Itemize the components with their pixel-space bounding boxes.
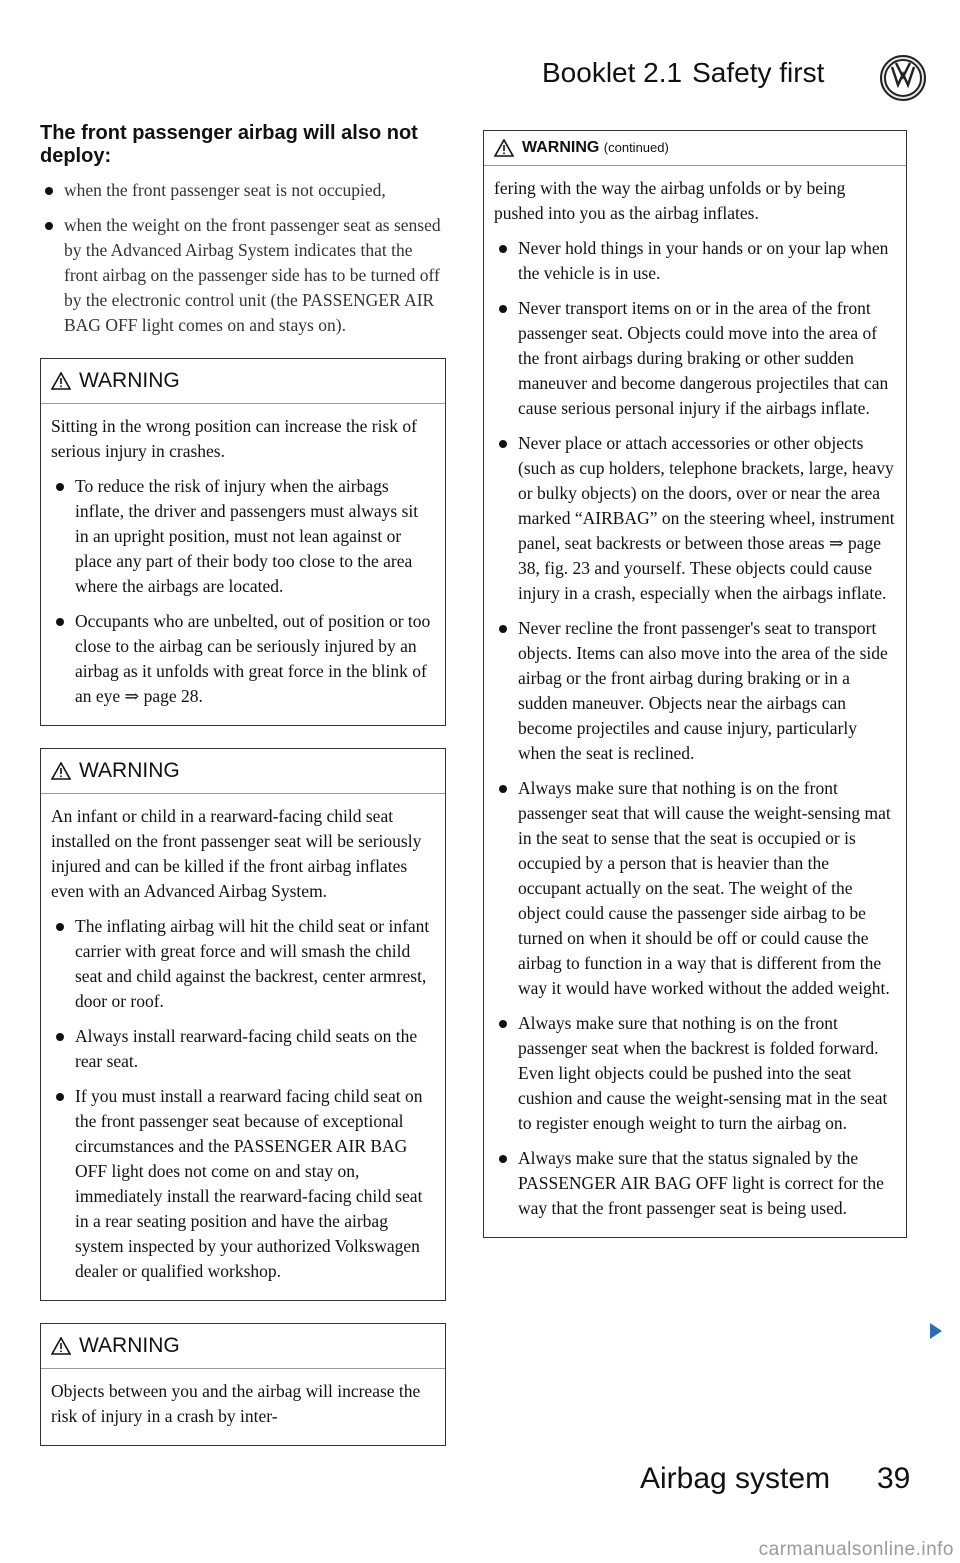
list-item: Always make sure that the status signaled by the PASSENGER AIR BAG OFF light is correct for the way that the front passenger seat is being used. [494,1146,896,1221]
warning-list [51,914,435,1284]
warning-list [494,236,896,1221]
warning-body [484,166,906,1237]
warning-header [41,1324,445,1369]
deploy-conditions-list [40,178,446,338]
warning-triangle-icon [51,1337,71,1355]
warning-triangle-icon [51,372,71,390]
warning-box-objects [40,1323,446,1446]
list-item: The inflating airbag will hit the child seat or infant carrier with great force and will smash the child seat and child against the backrest, center armrest, door or roof. [51,914,435,1014]
list-item: Always make sure that nothing is on the front passenger seat when the backrest is folded forward. Even light objects could be pushed into the seat cushion and cause the weight-sensing mat in the seat to register enough weight to turn the airbag on. [494,1011,896,1136]
header-title [542,57,824,89]
continued-label: (continued) [603,140,669,155]
right-column [483,130,907,1238]
warning-label: WARNING [79,1334,180,1357]
list-item: To reduce the risk of injury when the airbags inflate, the driver and passengers must always sit in an upright position, must not lean against or place any part of their body too close to the area where the airbags are located. [51,474,435,599]
watermark: carmanualsonline.info [758,1539,954,1560]
warning-intro: Objects between you and the airbag will increase the risk of injury in a crash by inter- [51,1381,421,1426]
list-item: Never recline the front passenger's seat to transport objects. Items can also move into the area of the side airbag or the front airbag during braking or in a sudden maneuver. Objects near the airbags can become projectiles and cause injury, particularly when the seat is reclined. [494,616,896,766]
warning-box-continued [483,130,907,1238]
list-item: Never place or attach accessories or other objects (such as cup holders, telephone brackets, large, heavy or bulky objects) on the doors, over or near the area marked “AIRBAG” on the steering wheel, instrument panel, seat backrests or between those areas ⇒ page 38, fig. 23 and yourself. These objects could cause injury in a crash, especially when the airbags inflate. [494,431,896,606]
list-item: If you must install a rearward facing child seat on the front passenger seat because of exceptional circumstances and the PASSENGER AIR BAG OFF light does not come on and stay on, immediately install the rearward-facing child seat in a rear seating position and have the airbag system inspected by your authorized Volkswagen dealer or qualified workshop. [51,1084,435,1284]
warning-header [484,131,906,166]
list-item: when the front passenger seat is not occupied, [40,178,446,203]
warning-triangle-icon [51,762,71,780]
warning-header [41,359,445,404]
list-item: Never transport items on or in the area of the front passenger seat. Objects could move into the area of the front airbags during braking or other sudden maneuver and become dangerous projectiles that can cause serious personal injury if the airbags inflate. [494,296,896,421]
warning-label: WARNING [79,369,180,392]
warning-intro: An infant or child in a rearward-facing child seat installed on the front passenger seat will be seriously injured and can be killed if the front airbag inflates even with an Advanced Airbag System. [51,806,422,901]
list-item: Never hold things in your hands or on your lap when the vehicle is in use. [494,236,896,286]
page-header [510,55,930,105]
warning-intro: fering with the way the airbag unfolds or by being pushed into you as the airbag inflates. [494,178,846,223]
warning-box-child-seat [40,748,446,1301]
warning-header [41,749,445,794]
section-heading: The front passenger airbag will also not deploy: [40,122,418,167]
left-column [40,122,446,1446]
page-number: 39 [877,1462,911,1495]
warning-triangle-icon [494,139,514,157]
section-label: Safety first [692,57,825,88]
warning-label-text: WARNING [522,139,600,156]
list-item: Always install rearward-facing child seats on the rear seat. [51,1024,435,1074]
list-item: when the weight on the front passenger seat as sensed by the Advanced Airbag System indicates that the front airbag on the passenger side has to be turned off by the electronic control unit (the PASSENGER AIR BAG OFF light comes on and stays on). [40,213,446,338]
warning-intro: Sitting in the wrong position can increase the risk of serious injury in crashes. [51,416,417,461]
warning-body [41,1369,445,1445]
booklet-label: Booklet 2.1 [542,57,683,88]
warning-body [41,794,445,1300]
footer-section-title: Airbag system [640,1462,831,1495]
warning-label [522,139,669,157]
list-item: Always make sure that nothing is on the front passenger seat that will cause the weight-sensing mat in the seat to sense that the seat is occupied or is occupied by a person that is heavier than the occupant actually on the seat. The weight of the object could cause the passenger side airbag to be turned on when it should be off or could cause the airbag to function in a way that is different from the way it would have worked without the added weight. [494,776,896,1001]
warning-label: WARNING [79,759,180,782]
warning-body [41,404,445,725]
warning-list [51,474,435,709]
next-page-arrow-icon [930,1323,942,1339]
vw-logo-icon [880,55,926,101]
list-item: Occupants who are unbelted, out of position or too close to the airbag can be seriously injured by an airbag as it unfolds with great force in the blink of an eye ⇒ page 28. [51,609,435,709]
warning-box-seating [40,358,446,726]
